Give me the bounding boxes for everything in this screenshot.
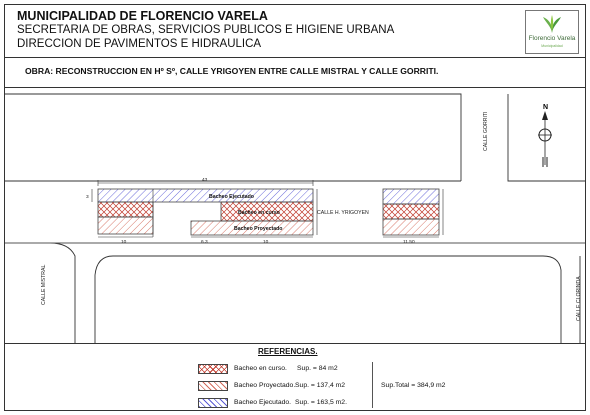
- references-divider: [372, 362, 373, 408]
- references-panel: [5, 343, 585, 412]
- patch-executed-main: [98, 189, 313, 202]
- secretariat-title: SECRETARIA DE OBRAS, SERVICIOS PUBLICOS E HIGIENE URBANA: [17, 24, 395, 36]
- street-label-mistral: CALLE MISTRAL: [41, 264, 47, 305]
- ref-label-executed: Bacheo Ejecutado.: [234, 399, 292, 406]
- patch-projected-west: [98, 217, 153, 234]
- logo-subtitle: Municipalidad: [541, 44, 563, 48]
- dim-center-offset: 6.3: [201, 240, 208, 245]
- drawing-sheet: [4, 4, 586, 411]
- dim-center-length: 10: [263, 240, 269, 245]
- municipality-title: MUNICIPALIDAD DE FLORENCIO VARELA: [17, 9, 268, 23]
- dim-total-length: 43: [202, 178, 208, 183]
- ref-label-in-progress: Bacheo en curso.: [234, 365, 287, 372]
- swatch-in-progress: [198, 364, 228, 374]
- references-title: REFERENCIAS.: [258, 347, 318, 356]
- dim-west-length: 10: [121, 240, 127, 245]
- site-plan: [5, 5, 585, 343]
- dim-width: 3: [86, 195, 89, 200]
- patch-projected-east: [383, 219, 439, 235]
- svg-text:N: N: [543, 104, 549, 111]
- dim-east-length: 11.50: [403, 240, 415, 245]
- total-area: Sup.Total = 384,9 m2: [381, 382, 446, 389]
- ref-area-projected: Sup. = 137,4 m2: [295, 382, 346, 389]
- ref-label-projected: Bacheo Proyectado.: [234, 382, 296, 389]
- curb-mistral-west: [5, 243, 75, 343]
- label-executed: Bacheo Ejecutado: [209, 194, 254, 200]
- patch-executed-east: [383, 189, 439, 204]
- swatch-executed: [198, 398, 228, 408]
- direction-title: DIRECCION DE PAVIMENTOS E HIDRAULICA: [17, 38, 262, 50]
- project-title: OBRA: RECONSTRUCCION EN Hº Sº, CALLE YRIGOYEN ENTRE CALLE MISTRAL Y CALLE GORRITI.: [25, 66, 439, 76]
- ref-area-executed: Sup. = 163,5 m2.: [295, 399, 347, 406]
- curb-south-block: [95, 256, 561, 343]
- ref-area-in-progress: Sup. = 84 m2: [297, 365, 338, 372]
- patch-in-progress-east: [383, 204, 439, 219]
- label-in-progress: Bacheo en curso: [238, 210, 280, 216]
- street-label-gorriti: CALLE GORRITI: [483, 111, 489, 151]
- patch-in-progress-west-a: [98, 202, 153, 217]
- label-projected: Bacheo Proyectado: [234, 226, 283, 232]
- street-label-clorinda: CALLE CLORINDA: [576, 276, 582, 321]
- block-corner-nw: [5, 94, 461, 181]
- street-label-yrigoyen: CALLE H. YRIGOYEN: [317, 210, 369, 216]
- logo-name: Florencio Varela: [528, 35, 576, 42]
- swatch-projected: [198, 381, 228, 391]
- north-arrow-icon: [538, 104, 552, 167]
